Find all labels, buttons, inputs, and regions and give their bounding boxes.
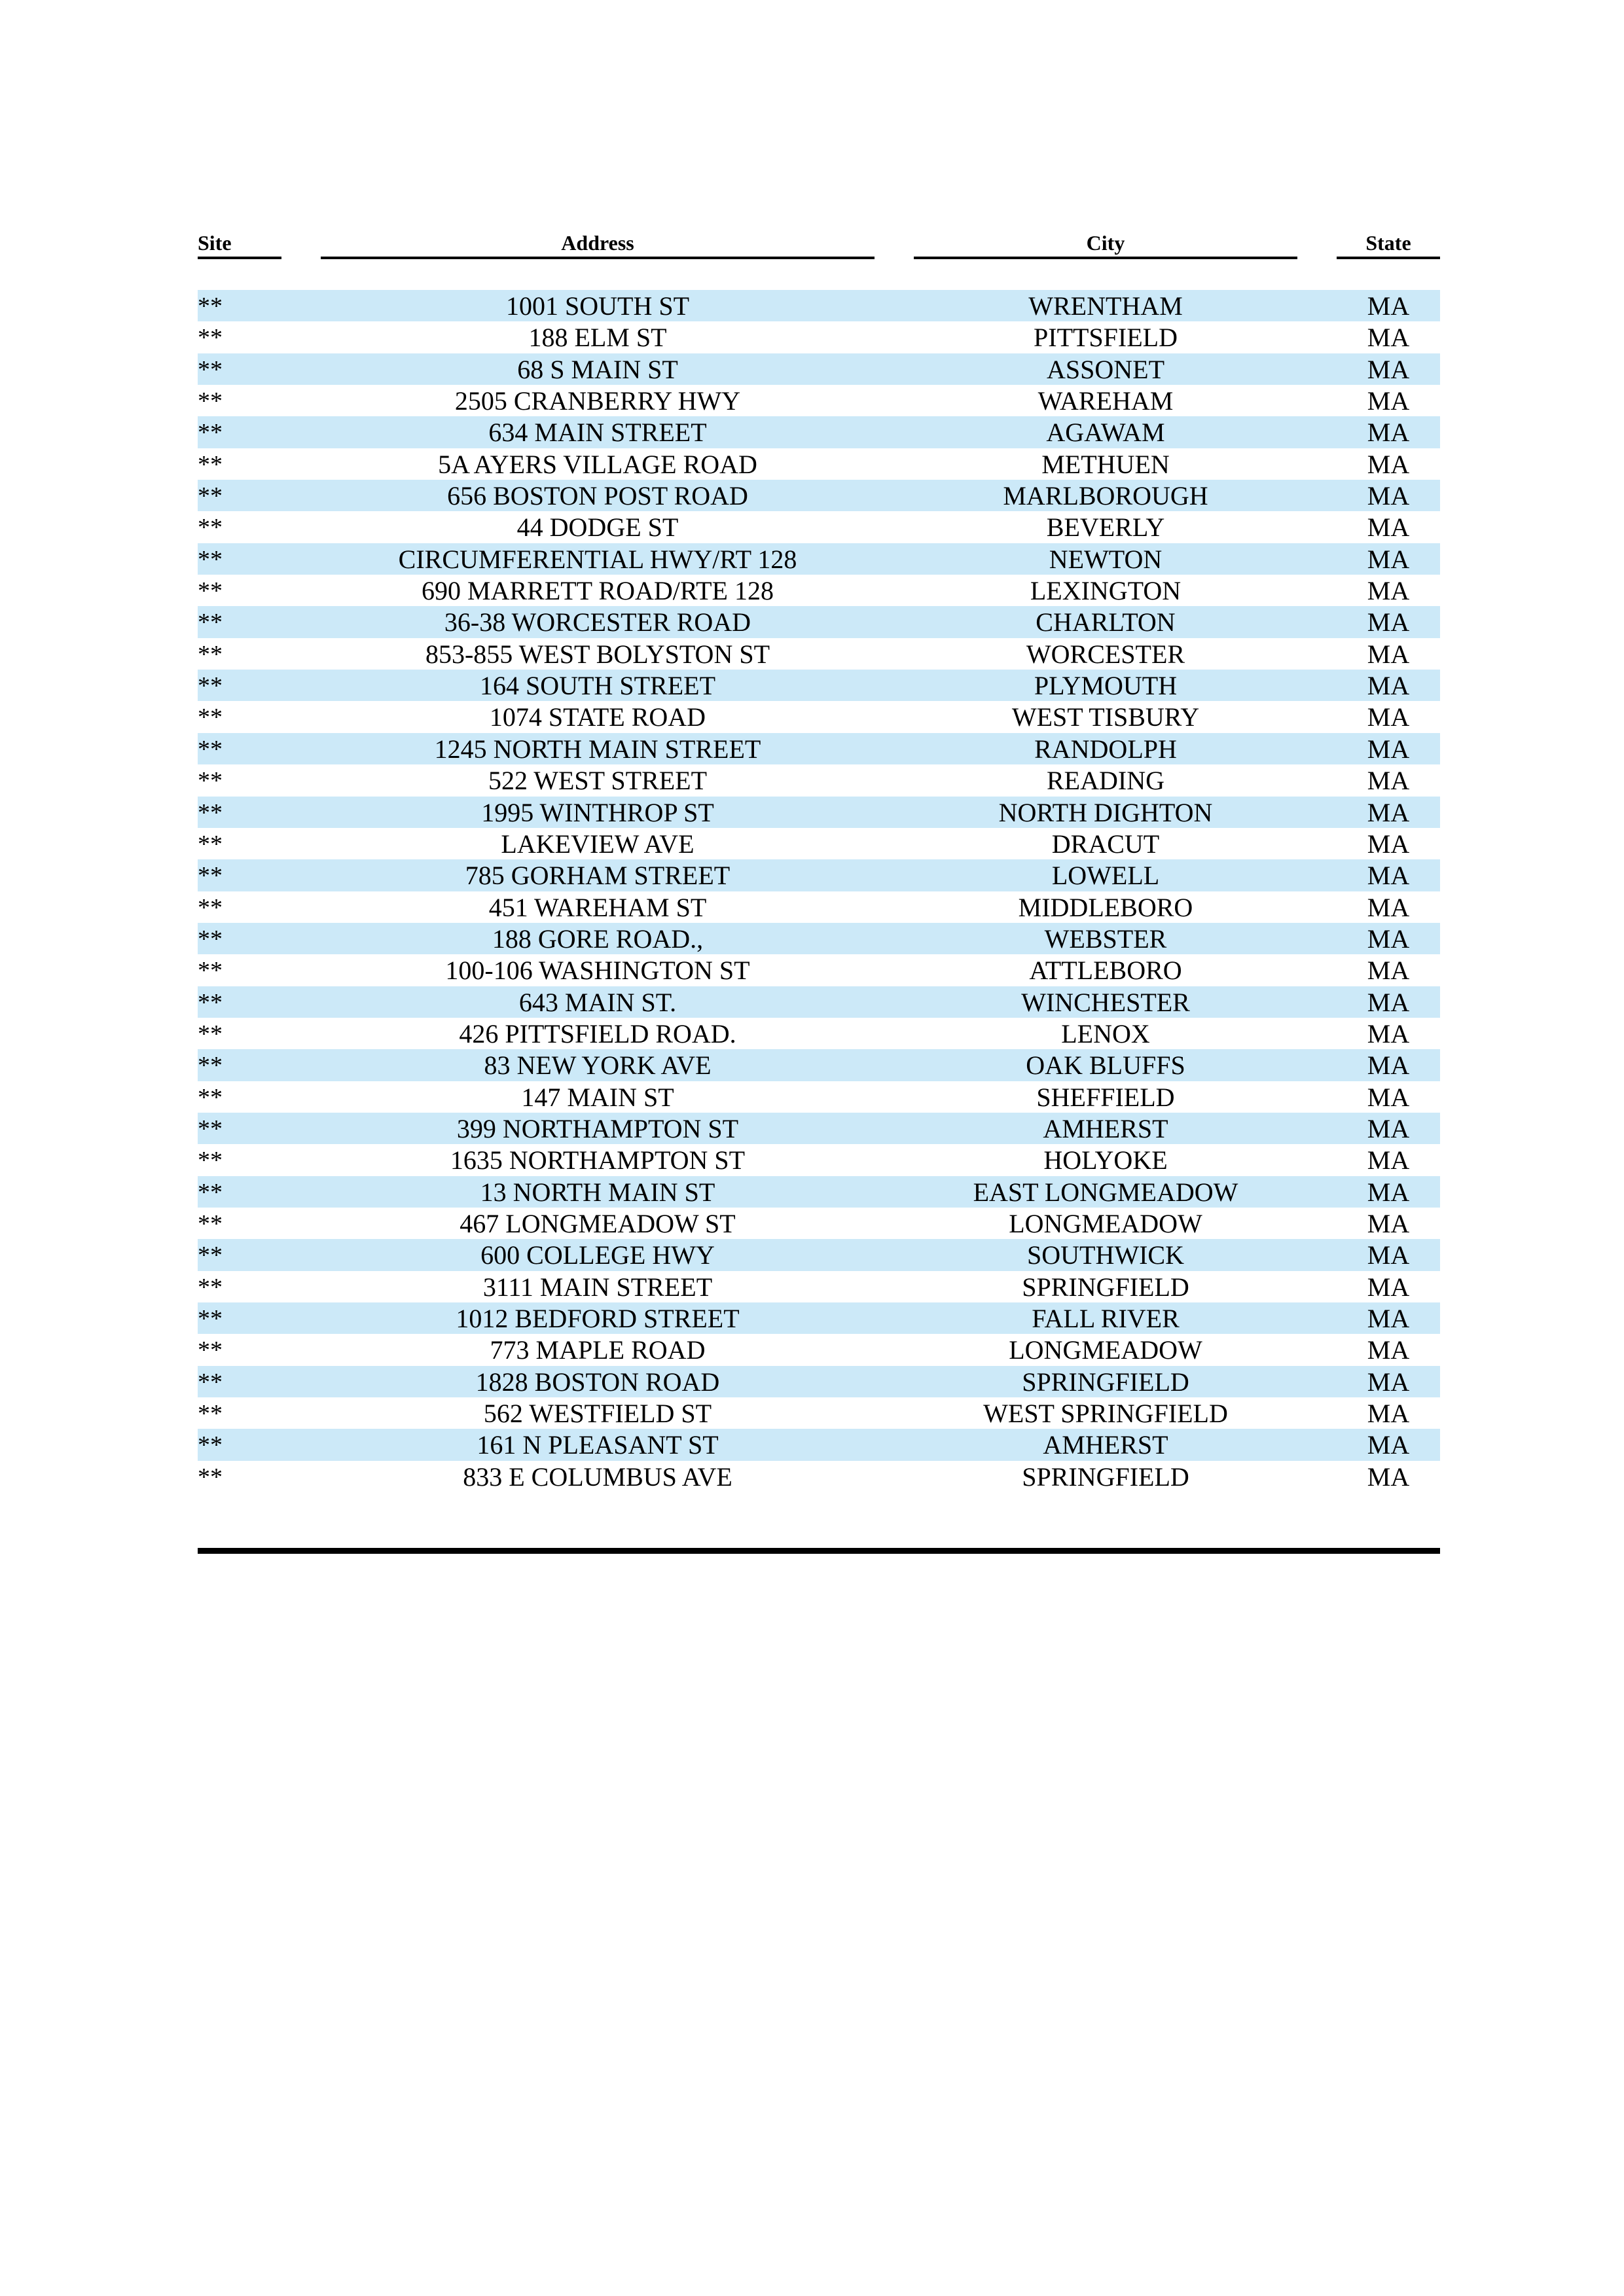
state-cell: MA xyxy=(1367,418,1410,448)
column-header-city: City xyxy=(914,229,1297,259)
site-cell: ** xyxy=(198,419,223,447)
address-cell: 562 WESTFIELD ST xyxy=(483,1399,712,1429)
table-row xyxy=(198,701,1440,732)
city-cell: READING xyxy=(1047,766,1164,796)
state-cell: MA xyxy=(1367,1462,1410,1492)
table-row xyxy=(198,321,1440,353)
site-cell: ** xyxy=(198,767,223,795)
state-cell: MA xyxy=(1367,924,1410,954)
state-cell: MA xyxy=(1367,544,1410,574)
address-cell: 656 BOSTON POST ROAD xyxy=(447,481,748,511)
city-cell: WEBSTER xyxy=(1044,924,1167,954)
state-cell: MA xyxy=(1367,1177,1410,1207)
site-cell: ** xyxy=(198,798,223,827)
address-cell: 36-38 WORCESTER ROAD xyxy=(444,607,751,637)
city-cell: LENOX xyxy=(1061,1018,1150,1049)
table-row xyxy=(198,986,1440,1018)
state-cell: MA xyxy=(1367,1145,1410,1175)
site-cell: ** xyxy=(198,862,223,890)
city-cell: LOWELL xyxy=(1051,861,1160,891)
table-row xyxy=(198,543,1440,575)
site-cell: ** xyxy=(198,355,223,384)
city-cell: SPRINGFIELD xyxy=(1022,1462,1189,1492)
state-cell: MA xyxy=(1367,1082,1410,1112)
site-cell: ** xyxy=(198,830,223,858)
state-cell: MA xyxy=(1367,607,1410,637)
site-cell: ** xyxy=(198,704,223,732)
address-cell: 188 ELM ST xyxy=(528,323,667,353)
city-cell: NORTH DIGHTON xyxy=(998,797,1213,827)
state-cell: MA xyxy=(1367,1399,1410,1429)
address-cell: 451 WAREHAM ST xyxy=(488,892,707,922)
address-cell: 1995 WINTHROP ST xyxy=(481,797,714,827)
address-cell: 100-106 WASHINGTON ST xyxy=(445,956,750,986)
state-cell: MA xyxy=(1367,291,1410,321)
address-cell: 147 MAIN ST xyxy=(521,1082,674,1112)
state-cell: MA xyxy=(1367,481,1410,511)
address-cell: 1635 NORTHAMPTON ST xyxy=(450,1145,746,1175)
state-cell: MA xyxy=(1367,386,1410,416)
address-cell: 634 MAIN STREET xyxy=(488,418,707,448)
table-row xyxy=(198,480,1440,511)
site-cell: ** xyxy=(198,1242,223,1270)
site-cell: ** xyxy=(198,545,223,573)
city-cell: RANDOLPH xyxy=(1034,734,1177,764)
address-cell: 83 NEW YORK AVE xyxy=(484,1050,712,1081)
address-cell: 1012 BEDFORD STREET xyxy=(456,1304,740,1333)
site-cell: ** xyxy=(198,1368,223,1396)
city-cell: AGAWAM xyxy=(1046,418,1165,448)
city-cell: EAST LONGMEADOW xyxy=(973,1177,1238,1207)
city-cell: SPRINGFIELD xyxy=(1022,1367,1189,1397)
address-cell: 833 E COLUMBUS AVE xyxy=(463,1462,732,1492)
state-cell: MA xyxy=(1367,1018,1410,1049)
address-cell: 1828 BOSTON ROAD xyxy=(475,1367,720,1397)
city-cell: LONGMEADOW xyxy=(1009,1335,1202,1365)
table-row xyxy=(198,1208,1440,1239)
site-cell: ** xyxy=(198,1115,223,1143)
state-cell: MA xyxy=(1367,797,1410,827)
table-row xyxy=(198,511,1440,543)
state-cell: MA xyxy=(1367,671,1410,701)
site-cell: ** xyxy=(198,1273,223,1301)
table-row xyxy=(198,416,1440,448)
state-cell: MA xyxy=(1367,892,1410,922)
table-row xyxy=(198,1334,1440,1365)
site-cell: ** xyxy=(198,1020,223,1048)
address-cell: 68 S MAIN ST xyxy=(517,354,678,384)
site-cell: ** xyxy=(198,893,223,922)
state-cell: MA xyxy=(1367,861,1410,891)
table-row xyxy=(198,1302,1440,1334)
state-cell: MA xyxy=(1367,1272,1410,1302)
table-row xyxy=(198,733,1440,764)
city-cell: PLYMOUTH xyxy=(1034,671,1178,701)
address-cell: 3111 MAIN STREET xyxy=(482,1272,713,1302)
state-cell: MA xyxy=(1367,829,1410,859)
column-header-address: Address xyxy=(321,229,875,259)
address-cell: 188 GORE ROAD., xyxy=(492,924,704,954)
state-cell: MA xyxy=(1367,639,1410,669)
city-cell: WORCESTER xyxy=(1026,639,1185,669)
state-cell: MA xyxy=(1367,1335,1410,1365)
table-row xyxy=(198,797,1440,828)
table-row xyxy=(198,290,1440,321)
city-cell: WAREHAM xyxy=(1038,386,1174,416)
city-cell: DRACUT xyxy=(1051,829,1160,859)
city-cell: SPRINGFIELD xyxy=(1022,1272,1189,1302)
city-cell: PITTSFIELD xyxy=(1034,323,1178,353)
city-cell: AMHERST xyxy=(1043,1430,1168,1460)
city-cell: NEWTON xyxy=(1049,544,1163,574)
table-row xyxy=(198,638,1440,670)
address-cell: LAKEVIEW AVE xyxy=(501,829,695,859)
site-cell: ** xyxy=(198,1052,223,1080)
state-cell: MA xyxy=(1367,1367,1410,1397)
state-cell: MA xyxy=(1367,1208,1410,1238)
table-row xyxy=(198,1144,1440,1175)
city-cell: AMHERST xyxy=(1043,1113,1168,1143)
site-cell: ** xyxy=(198,925,223,953)
city-cell: HOLYOKE xyxy=(1043,1145,1168,1175)
address-cell: 1074 STATE ROAD xyxy=(489,702,706,732)
bottom-rule xyxy=(198,1548,1440,1554)
table-row xyxy=(198,891,1440,923)
address-cell: 773 MAPLE ROAD xyxy=(490,1335,706,1365)
state-cell: MA xyxy=(1367,1113,1410,1143)
table-row xyxy=(198,764,1440,796)
city-cell: MIDDLEBORO xyxy=(1018,892,1193,922)
city-cell: BEVERLY xyxy=(1046,512,1165,543)
table-row xyxy=(198,923,1440,954)
table-row xyxy=(198,1461,1440,1492)
address-cell: 426 PITTSFIELD ROAD. xyxy=(459,1018,736,1049)
address-cell: 467 LONGMEADOW ST xyxy=(460,1208,736,1238)
state-cell: MA xyxy=(1367,987,1410,1017)
site-cell: ** xyxy=(198,293,223,320)
state-cell: MA xyxy=(1367,512,1410,543)
table-row xyxy=(198,1397,1440,1429)
site-cell: ** xyxy=(198,1147,223,1175)
state-cell: MA xyxy=(1367,1240,1410,1270)
table-row xyxy=(198,1113,1440,1144)
address-cell: 399 NORTHAMPTON ST xyxy=(456,1113,739,1143)
site-cell: ** xyxy=(198,514,223,542)
address-cell: 1245 NORTH MAIN STREET xyxy=(434,734,761,764)
site-cell: ** xyxy=(198,957,223,985)
table-row xyxy=(198,1366,1440,1397)
table-row xyxy=(198,1018,1440,1049)
state-cell: MA xyxy=(1367,702,1410,732)
site-cell: ** xyxy=(198,609,223,637)
city-cell: ASSONET xyxy=(1046,354,1165,384)
table-row xyxy=(198,1176,1440,1208)
site-cell: ** xyxy=(198,1431,223,1460)
site-cell: ** xyxy=(198,1210,223,1238)
address-cell: 2505 CRANBERRY HWY xyxy=(454,386,741,416)
state-cell: MA xyxy=(1367,576,1410,606)
state-cell: MA xyxy=(1367,1430,1410,1460)
city-cell: SHEFFIELD xyxy=(1036,1082,1175,1112)
state-cell: MA xyxy=(1367,354,1410,384)
site-cell: ** xyxy=(198,640,223,668)
address-cell: 161 N PLEASANT ST xyxy=(477,1430,719,1460)
table-row xyxy=(198,859,1440,891)
city-cell: LEXINGTON xyxy=(1030,576,1182,606)
column-header-site: Site xyxy=(198,229,281,259)
address-cell: 44 DODGE ST xyxy=(516,512,679,543)
table-row xyxy=(198,606,1440,637)
address-cell: 13 NORTH MAIN ST xyxy=(480,1177,715,1207)
table-row xyxy=(198,353,1440,385)
address-cell: 600 COLLEGE HWY xyxy=(480,1240,715,1270)
city-cell: MARLBOROUGH xyxy=(1003,481,1208,511)
table-row xyxy=(198,828,1440,859)
city-cell: LONGMEADOW xyxy=(1009,1208,1202,1238)
city-cell: WEST TISBURY xyxy=(1011,702,1200,732)
state-cell: MA xyxy=(1367,1304,1410,1333)
site-table xyxy=(198,290,1440,1492)
city-cell: WINCHESTER xyxy=(1021,987,1190,1017)
state-cell: MA xyxy=(1367,956,1410,986)
city-cell: WRENTHAM xyxy=(1028,291,1183,321)
address-cell: CIRCUMFERENTIAL HWY/RT 128 xyxy=(398,544,797,574)
city-cell: OAK BLUFFS xyxy=(1026,1050,1185,1081)
state-cell: MA xyxy=(1367,449,1410,479)
address-cell: 853-855 WEST BOLYSTON ST xyxy=(425,639,770,669)
site-cell: ** xyxy=(198,735,223,763)
column-header-state: State xyxy=(1337,229,1440,259)
site-cell: ** xyxy=(198,1336,223,1365)
city-cell: SOUTHWICK xyxy=(1027,1240,1184,1270)
site-cell: ** xyxy=(198,577,223,605)
city-cell: ATTLEBORO xyxy=(1029,956,1182,986)
table-row xyxy=(198,448,1440,480)
state-cell: MA xyxy=(1367,323,1410,353)
table-row xyxy=(198,1239,1440,1270)
state-cell: MA xyxy=(1367,1050,1410,1081)
address-cell: 785 GORHAM STREET xyxy=(465,861,731,891)
city-cell: CHARLTON xyxy=(1036,607,1176,637)
address-cell: 5A AYERS VILLAGE ROAD xyxy=(438,449,757,479)
city-cell: FALL RIVER xyxy=(1032,1304,1180,1333)
site-cell: ** xyxy=(198,1463,223,1491)
table-row xyxy=(198,1049,1440,1081)
table-row xyxy=(198,575,1440,606)
site-cell: ** xyxy=(198,988,223,1016)
table-row xyxy=(198,385,1440,416)
site-cell: ** xyxy=(198,672,223,700)
table-row xyxy=(198,954,1440,986)
state-cell: MA xyxy=(1367,734,1410,764)
table-header xyxy=(0,229,1624,259)
table-row xyxy=(198,670,1440,701)
address-cell: 164 SOUTH STREET xyxy=(480,671,715,701)
city-cell: METHUEN xyxy=(1041,449,1170,479)
city-cell: WEST SPRINGFIELD xyxy=(983,1399,1228,1429)
table-row xyxy=(198,1429,1440,1460)
address-cell: 522 WEST STREET xyxy=(488,766,708,796)
site-cell: ** xyxy=(198,1400,223,1428)
address-cell: 1001 SOUTH ST xyxy=(505,291,690,321)
site-cell: ** xyxy=(198,482,223,511)
state-cell: MA xyxy=(1367,766,1410,796)
table-row xyxy=(198,1081,1440,1113)
table-row xyxy=(198,1271,1440,1302)
site-cell: ** xyxy=(198,1305,223,1333)
site-cell: ** xyxy=(198,450,223,478)
address-cell: 643 MAIN ST. xyxy=(518,987,677,1017)
site-cell: ** xyxy=(198,1178,223,1206)
site-cell: ** xyxy=(198,324,223,352)
address-cell: 690 MARRETT ROAD/RTE 128 xyxy=(422,576,774,606)
site-cell: ** xyxy=(198,387,223,416)
site-cell: ** xyxy=(198,1083,223,1111)
